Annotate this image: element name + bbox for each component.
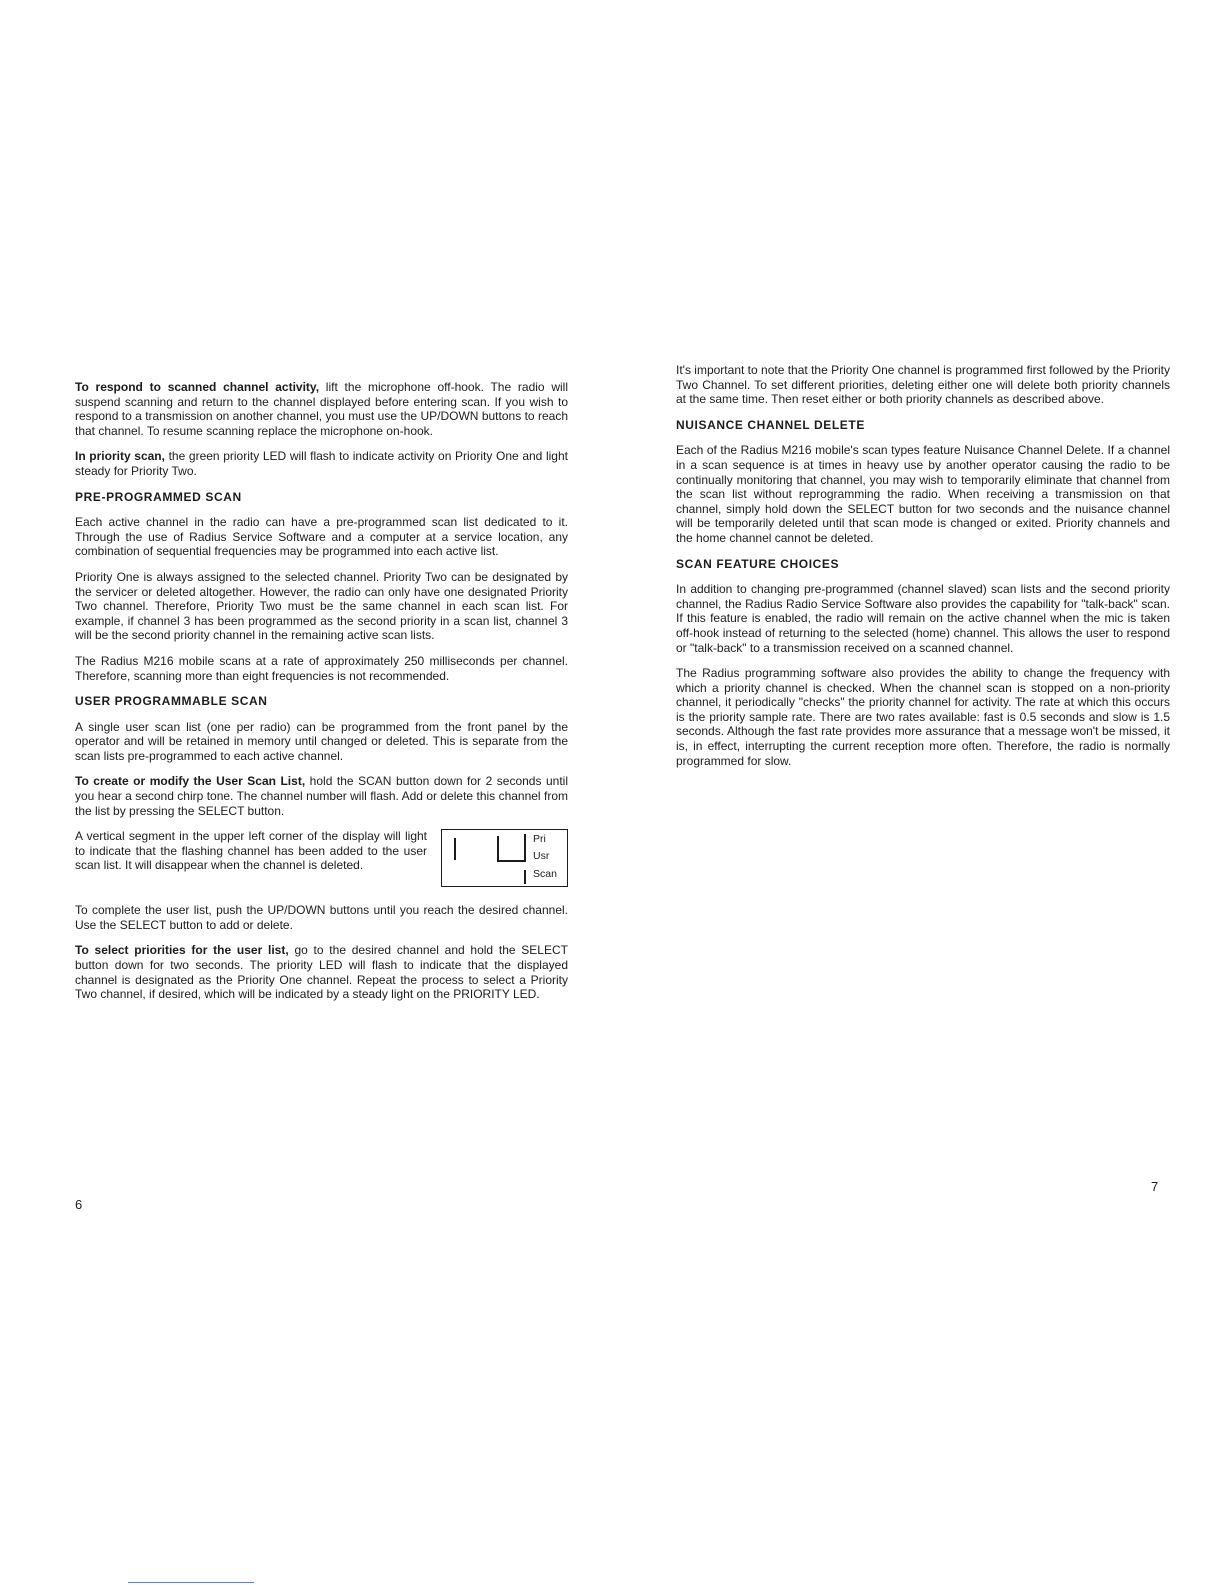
paragraph-scan-rate: The Radius M216 mobile scans at a rate of approximately 250 milliseconds per channel. Therefore, scanning more than eight frequencies is not recommended. xyxy=(75,653,568,683)
left-page xyxy=(75,380,568,1013)
paragraph-create-modify xyxy=(75,774,568,818)
paragraph-priority-order: It's important to note that the Priority One channel is programmed first followed by the Priority Two Channel. To set different priorities, deleting either one will delete both priority channels at the same time. Then reset either or both priority channels as described above. xyxy=(676,363,1170,407)
lead-create-modify: To create or modify the User Scan List, xyxy=(75,774,306,789)
digit-segment xyxy=(497,836,499,860)
page-number-right: 7 xyxy=(1151,1179,1159,1194)
digit-segment xyxy=(524,834,526,862)
scan-indicator-segment xyxy=(524,870,526,884)
binding-edge xyxy=(0,0,1,1585)
paragraph-select-priorities xyxy=(75,943,568,1001)
paragraph-user-scan-list: A single user scan list (one per radio) can be programmed from the front panel by the operator and will be retained in memory until changed or deleted. This is separate from the scan lists pre-programmed to each active channel. xyxy=(75,719,568,763)
paragraph-talk-back: In addition to changing pre-programmed (channel slaved) scan lists and the second priority channel, the Radius Radio Service Software also provides the capability for "talk-back" scan. If this feature is enabled, the radio will remain on the active channel when the mic is taken off-hook instead of returning to the selected (home) channel. This allows the user to respond or "talk-back" to a transmission received on a scanned channel. xyxy=(676,582,1170,655)
paragraph-nuisance: Each of the Radius M216 mobile's scan types feature Nuisance Channel Delete. If a channel in a scan sequence is at times in heavy use by another operator causing the radio to be continually monitoring that channel, you may wish to temporarily eliminate that channel from the scan list without reprogramming the radio. When receiving a transmission on that channel, simply hold down the SELECT button for two seconds and the nuisance channel will be temporarily deleted until that scan mode is changed or exited. Priority channels and the home channel cannot be deleted. xyxy=(676,443,1170,545)
lead-select-priorities: To select priorities for the user list, xyxy=(75,943,289,958)
body-select-priorities: go to the desired channel and hold the SELECT button down for two seconds. The priority LED will flash to indicate that the displayed channel is designated as the Priority One channel. Repeat the process to select a Priority Two channel, if desired, which will be indicated by a steady light on the PRIORITY LED. xyxy=(75,943,568,1002)
vertical-segment-indicator xyxy=(454,838,456,860)
lead-priority-scan: In priority scan, xyxy=(75,449,165,464)
paragraph-priority-scan xyxy=(75,449,568,478)
lead-respond: To respond to scanned channel activity, xyxy=(75,380,320,394)
body-respond: lift the microphone off-hook. The radio will suspend scanning and return to the channel displayed before entering scan. If you wish to respond to a transmission on another channel, you must use the UP/DOWN buttons to reach that channel. To resume scanning replace the microphone on-hook. xyxy=(75,380,568,438)
body-priority-scan: the green priority LED will flash to indicate activity on Priority One and light steady for Priority Two. xyxy=(75,449,568,478)
paragraph-vertical-segment: A vertical segment in the upper left corner of the display will light to indicate that the flashing channel has been added to the user scan list. It will disappear when the channel is deleted. xyxy=(75,829,427,873)
paragraph-sample-rate: The Radius programming software also provides the ability to change the frequency with which a priority channel is checked. When the channel scan is stopped on a non-priority channel, it periodically "checks" the priority channel for activity. The rate at which this occurs is the priority sample rate. There are two rates available: fast is 0.5 seconds and slow is 1.5 seconds. Although the fast rate provides more assurance that a message won't be missed, it is, in effect, interrupting the current reception more often. Therefore, the radio is normally programmed for slow. xyxy=(676,666,1170,768)
paragraph-complete-list: To complete the user list, push the UP/DOWN buttons until you reach the desired channel. Use the SELECT button to add or delete. xyxy=(75,903,568,932)
paragraph-scan-list: Each active channel in the radio can have a pre-programmed scan list dedicated to it. Through the use of Radius Service Software and a computer at a service location, any combination of sequential frequencies may be programmed into each active list. xyxy=(75,515,568,559)
body-create-modify: hold the SCAN button down for 2 seconds until you hear a second chirp tone. The channel number will flash. Add or delete this channel from the list by pressing the SELECT button. xyxy=(75,774,568,818)
page-number-left: 6 xyxy=(75,1197,83,1212)
display-label-scan: Scan xyxy=(533,868,557,881)
right-page xyxy=(676,363,1170,779)
paragraph-priority-one: Priority One is always assigned to the selected channel. Priority Two can be designated by the servicer or deleted altogether. However, the radio can only have one designated Priority Two channel. Therefore, Priority Two must be the same channel in each scan list. For example, if channel 3 has been programmed as the second priority in a scan list, channel 3 will be the second priority channel in the remaining active scan lists. xyxy=(75,569,568,643)
bottom-rule xyxy=(128,1582,254,1583)
display-label-usr: Usr xyxy=(533,850,550,863)
vertical-segment-block xyxy=(75,829,568,893)
heading-nuisance-channel-delete: NUISANCE CHANNEL DELETE xyxy=(676,417,865,432)
heading-scan-feature-choices: SCAN FEATURE CHOICES xyxy=(676,556,840,571)
display-label-pri: Pri xyxy=(533,833,546,846)
heading-user-programmable-scan: USER PROGRAMMABLE SCAN xyxy=(75,694,268,709)
heading-pre-programmed-scan: PRE-PROGRAMMED SCAN xyxy=(75,489,242,504)
lcd-display-illustration xyxy=(441,829,568,887)
digit-segment xyxy=(497,860,525,862)
paragraph-respond xyxy=(75,380,568,438)
